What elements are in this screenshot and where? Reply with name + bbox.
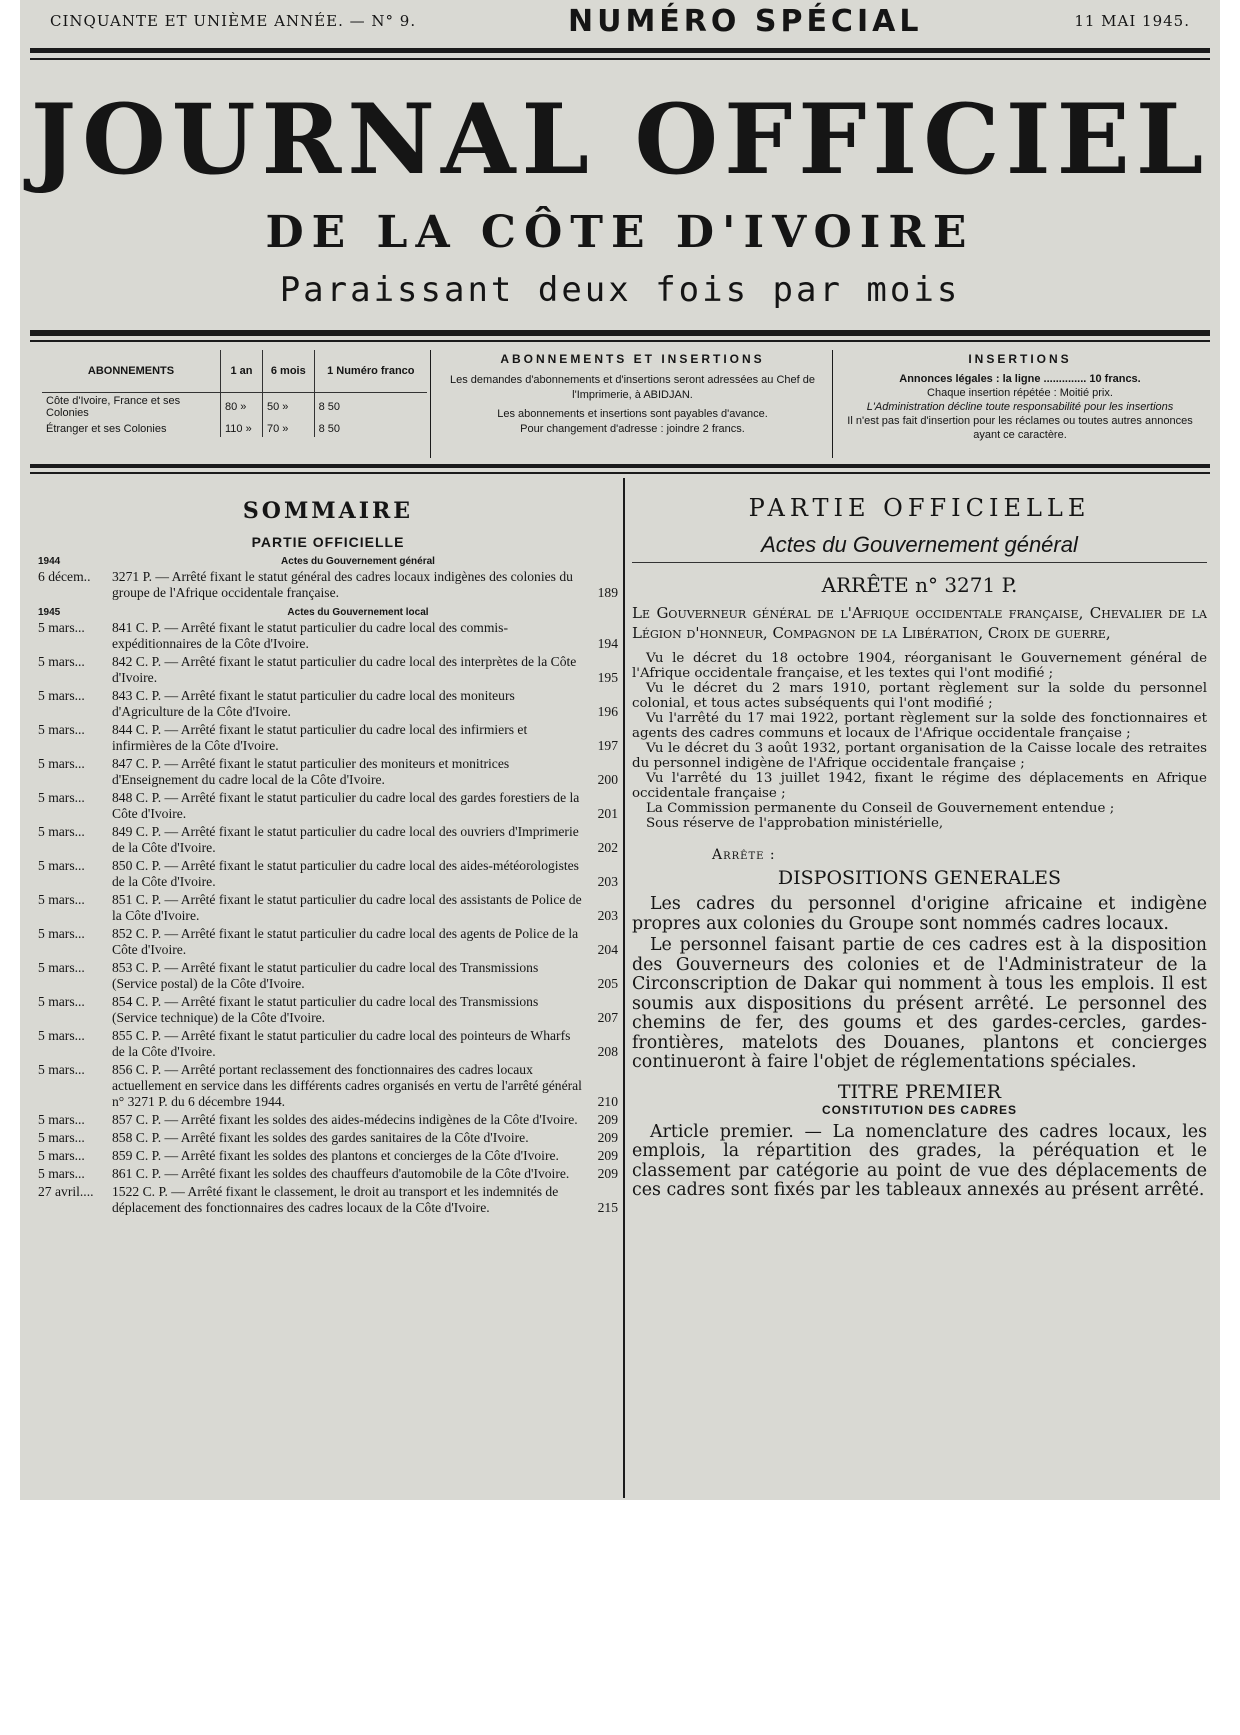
issue-date: 11 MAI 1945. [1074, 12, 1190, 30]
section-year: 1945 [38, 607, 61, 618]
consideration-line: Sous réserve de l'approbation ministérielle, [646, 816, 944, 831]
entry-date: 5 mars... [38, 1166, 85, 1181]
entry-text: 843 C. P. — Arrêté fixant le statut particulier du cadre local des moniteurs d'Agriculture de la Côte d'Ivoire. [112, 688, 515, 719]
entry-text: 850 C. P. — Arrêté fixant le statut particulier du cadre local des aides-météorologistes de la Côte d'Ivoire. [112, 858, 579, 889]
list-item [38, 1130, 618, 1146]
special-issue-label: NUMÉRO SPÉCIAL [567, 3, 923, 39]
list-item [38, 824, 618, 856]
subs-info-line: Les demandes d'abonnements et d'insertions seront adressées au Chef de l'Imprimerie, à ABIDJAN. [450, 374, 815, 401]
governor-preamble: Le Gouverneur général de l'Afrique occidentale française, Chevalier de la Légion d'honneur, Compagnon de la Libération, Croix de guerre, [632, 604, 1207, 642]
list-item [38, 1148, 618, 1164]
subs-cell: Côte d'Ivoire, France et ses Colonies [42, 393, 221, 422]
subs-head-label: ABONNEMENTS [42, 350, 221, 393]
list-item [38, 1184, 618, 1216]
entry-page: 215 [597, 1200, 618, 1215]
subscription-table [42, 350, 427, 458]
entry-text: 844 C. P. — Arrêté fixant le statut particulier du cadre local des infirmiers et infirmières de la Côte d'Ivoire. [112, 722, 528, 753]
insertions-line: Annonces légales : la ligne .............. 10 francs. [899, 373, 1141, 385]
entry-page: 204 [597, 942, 618, 957]
entry-date: 5 mars... [38, 722, 85, 737]
dispositions-heading: DISPOSITIONS GENERALES [777, 867, 1062, 889]
official-part-title: PARTIE OFFICIELLE [748, 494, 1091, 522]
entry-text: 861 C. P. — Arrêté fixant les soldes des chauffeurs d'automobile de la Côte d'Ivoire. [112, 1166, 570, 1181]
entry-text: 856 C. P. — Arrêté portant reclassement des fonctionnaires des cadres locaux actuellement en service dans les différents cadres organisés en vertu de l'arrêté général n° 3271 P. du 6 décembre 1944. [112, 1062, 582, 1109]
entry-text: 3271 P. — Arrêté fixant le statut général des cadres locaux indigènes des colonies du groupe de l'Afrique occidentale française. [112, 569, 573, 600]
entry-date: 27 avril.... [38, 1184, 94, 1199]
consideration-line: Vu le décret du 3 août 1932, portant organisation de la Caisse locale des retraites du personnel indigène de l'Afrique occidentale française ; [632, 741, 1207, 771]
list-item [38, 1166, 618, 1182]
list-item [38, 1062, 618, 1110]
list-item [38, 756, 618, 788]
entry-text: 859 C. P. — Arrêté fixant les soldes des plantons et concierges de la Côte d'Ivoire. [112, 1148, 559, 1163]
subscriptions-info-box [435, 352, 830, 458]
insertions-line: L'Administration décline toute responsabilité pour les insertions [866, 401, 1174, 413]
entry-date: 5 mars... [38, 824, 85, 839]
entry-text: 1522 C. P. — Arrêté fixant le classement, le droit au transport et les indemnités de déplacement des fonctionnaires des cadres locaux de la Côte d'Ivoire. [112, 1184, 559, 1215]
sommaire-title: SOMMAIRE [242, 498, 414, 524]
masthead-rule [30, 330, 1210, 336]
list-item [38, 1028, 618, 1060]
section-year: 1944 [38, 556, 61, 567]
entry-text: 855 C. P. — Arrêté fixant le statut particulier du cadre local des pointeurs de Wharfs de la Côte d'Ivoire. [112, 1028, 571, 1059]
entry-page: 202 [597, 840, 618, 855]
entry-date: 6 décem.. [38, 569, 91, 584]
entry-page: 207 [597, 1010, 618, 1025]
list-item [38, 926, 618, 958]
entry-text: 842 C. P. — Arrêté fixant le statut particulier du cadre local des interprètes de la Côte d'Ivoire. [112, 654, 577, 685]
entry-date: 5 mars... [38, 994, 85, 1009]
body-text [632, 895, 1207, 1073]
journal-page [20, 0, 1220, 1500]
entry-page: 208 [597, 1044, 618, 1059]
insertions-box [835, 352, 1205, 458]
entry-date: 5 mars... [38, 926, 85, 941]
entry-date: 5 mars... [38, 688, 85, 703]
entry-page: 209 [597, 1130, 618, 1145]
sommaire-section [38, 556, 618, 567]
entry-date: 5 mars... [38, 1112, 85, 1127]
entry-text: 841 C. P. — Arrêté fixant le statut particulier du cadre local des commis-expéditionnaires de la Côte d'Ivoire. [112, 620, 508, 651]
masthead-title: JOURNAL OFFICIEL [30, 83, 1210, 196]
paragraph: Le personnel faisant partie de ces cadres est à la disposition des Gouverneurs des colonies et de l'Administrateur de la Circonscription de Dakar qui nomment à tous les emplois. Il est soumis aux dispositions du présent arrêté. Le personnel des chemins de fer, des goums et des gardes-cercles, gardes-frontières, matelots des Douanes, plantons et concierges continueront à faire l'objet de réglementations spéciales. [632, 935, 1207, 1072]
subs-info-title: ABONNEMENTS ET INSERTIONS [500, 352, 765, 366]
official-part-subtitle: Actes du Gouvernement général [632, 532, 1207, 563]
article-text [632, 1123, 1207, 1201]
entry-date: 5 mars... [38, 858, 85, 873]
list-item [38, 569, 618, 601]
paragraph: Article premier. — La nomenclature des cadres locaux, les emplois, la répartition des grades, la péréquation et le classement par catégorie au point de vue des déplacements de ces cadres sont fixés par les tableaux annexés au présent arrêté. [632, 1121, 1207, 1200]
arrete-number: ARRÊTE n° 3271 P. [821, 573, 1018, 597]
entry-date: 5 mars... [38, 1130, 85, 1145]
entry-date: 5 mars... [38, 654, 85, 669]
considerations [632, 651, 1207, 831]
entry-page: 201 [597, 806, 618, 821]
entry-text: 857 C. P. — Arrêté fixant les soldes des aides-médecins indigènes de la Côte d'Ivoire. [112, 1112, 578, 1127]
masthead-subtitle: DE LA CÔTE D'IVOIRE [265, 207, 975, 258]
entry-text: 852 C. P. — Arrêté fixant le statut particulier du cadre local des agents de Police de la Côte d'Ivoire. [112, 926, 579, 957]
list-item [38, 654, 618, 686]
top-rule-thin [30, 58, 1210, 60]
entry-page: 189 [597, 585, 618, 600]
entry-page: 203 [597, 874, 618, 889]
subs-info-line: Les abonnements et insertions sont payables d'avance. [497, 408, 768, 420]
insertions-line: Il n'est pas fait d'insertion pour les réclames ou toutes autres annonces ayant ce caractère. [847, 415, 1193, 441]
box-divider [430, 350, 431, 458]
entry-date: 5 mars... [38, 620, 85, 635]
masthead-tagline: Paraissant deux fois par mois [279, 270, 961, 310]
entry-page: 203 [597, 908, 618, 923]
section-label: Actes du Gouvernement local [287, 607, 429, 618]
masthead-rule-thin [30, 340, 1210, 342]
entry-page: 205 [597, 976, 618, 991]
entry-date: 5 mars... [38, 1062, 85, 1077]
entry-date: 5 mars... [38, 892, 85, 907]
entry-page: 209 [597, 1166, 618, 1181]
constitution-heading: CONSTITUTION DES CADRES [821, 1102, 1017, 1117]
entry-page: 200 [597, 772, 618, 787]
entry-text: 848 C. P. — Arrêté fixant le statut particulier du cadre local des gardes forestiers de la Côte d'Ivoire. [112, 790, 580, 821]
list-item [38, 722, 618, 754]
paragraph: Les cadres du personnel d'origine africaine et indigène propres aux colonies du Groupe sont nommés cadres locaux. [632, 894, 1207, 934]
subs-head-six: 6 mois [263, 350, 315, 393]
issue-header [50, 3, 1190, 39]
issue-number: CINQUANTE ET UNIÈME ANNÉE. — N° 9. [50, 12, 417, 30]
subs-cell: 8 50 [318, 423, 341, 435]
insertions-line: Chaque insertion répétée : Moitié prix. [927, 387, 1113, 399]
section-rule [30, 464, 1210, 468]
entry-page: 196 [597, 704, 618, 719]
entry-page: 209 [597, 1112, 618, 1127]
consideration-line: La Commission permanente du Conseil de Gouvernement entendue ; [646, 801, 1115, 816]
top-rule [30, 48, 1210, 53]
subs-head-num: 1 Numéro franco [314, 350, 427, 393]
subs-head-year: 1 an [221, 350, 263, 393]
entry-date: 5 mars... [38, 1148, 85, 1163]
entry-text: 851 C. P. — Arrêté fixant le statut particulier du cadre local des assistants de Police de la Côte d'Ivoire. [112, 892, 582, 923]
consideration-line: Vu le décret du 18 octobre 1904, réorganisant le Gouvernement général de l'Afrique occidentale française, et les textes qui l'ont modifié ; [632, 651, 1207, 681]
subs-cell: 70 » [263, 421, 315, 437]
entry-text: 849 C. P. — Arrêté fixant le statut particulier du cadre local des ouvriers d'Imprimerie de la Côte d'Ivoire. [112, 824, 579, 855]
entry-page: 197 [597, 738, 618, 753]
insertions-title: INSERTIONS [968, 352, 1072, 366]
entry-text: 858 C. P. — Arrêté fixant les soldes des gardes sanitaires de la Côte d'Ivoire. [112, 1130, 529, 1145]
titre-heading: TITRE PREMIER [837, 1080, 1002, 1103]
subs-cell: 80 » [221, 393, 263, 422]
table-row [42, 393, 427, 422]
section-rule-thin [30, 472, 1210, 474]
entry-page: 195 [597, 670, 618, 685]
entry-date: 5 mars... [38, 1028, 85, 1043]
entry-page: 210 [597, 1094, 618, 1109]
sommaire-subtitle: PARTIE OFFICIELLE [251, 534, 405, 550]
entry-date: 5 mars... [38, 790, 85, 805]
entry-text: 853 C. P. — Arrêté fixant le statut particulier du cadre local des Transmissions (Service postal) de la Côte d'Ivoire. [112, 960, 539, 991]
consideration-line: Vu l'arrêté du 13 juillet 1942, fixant le régime des déplacements en Afrique occidentale française ; [632, 771, 1207, 801]
list-item [38, 960, 618, 992]
subs-cell: 50 » [263, 393, 315, 422]
table-row [42, 421, 427, 437]
list-item [38, 620, 618, 652]
subs-cell: 110 » [221, 421, 263, 437]
official-column [632, 488, 1207, 1498]
entry-date: 5 mars... [38, 756, 85, 771]
box-divider [832, 350, 833, 458]
entry-page: 194 [597, 636, 618, 651]
arrete-word: Arrête : [712, 847, 776, 863]
sommaire-section [38, 607, 618, 618]
sommaire-column [38, 488, 618, 1498]
list-item [38, 892, 618, 924]
subs-cell: 8 50 [318, 401, 341, 413]
list-item [38, 688, 618, 720]
list-item [38, 858, 618, 890]
subs-cell: Étranger et ses Colonies [42, 421, 221, 437]
entry-page: 209 [597, 1148, 618, 1163]
list-item [38, 790, 618, 822]
entry-text: 847 C. P. — Arrêté fixant le statut particulier des moniteurs et monitrices d'Enseignement du cadre local de la Côte d'Ivoire. [112, 756, 510, 787]
consideration-line: Vu l'arrêté du 17 mai 1922, portant règlement sur la solde des fonctionnaires et agents des cadres communs et locaux de l'Afrique occidentale française ; [632, 711, 1207, 741]
consideration-line: Vu le décret du 2 mars 1910, portant règlement sur la solde du personnel colonial, et tous actes subséquents qui l'ont modifié ; [632, 681, 1207, 711]
subs-info-line: Pour changement d'adresse : joindre 2 francs. [520, 423, 745, 435]
list-item [38, 1112, 618, 1128]
entry-text: 854 C. P. — Arrêté fixant le statut particulier du cadre local des Transmissions (Service technique) de la Côte d'Ivoire. [112, 994, 539, 1025]
column-separator [623, 478, 625, 1498]
list-item [38, 994, 618, 1026]
section-label: Actes du Gouvernement général [281, 556, 435, 567]
entry-date: 5 mars... [38, 960, 85, 975]
